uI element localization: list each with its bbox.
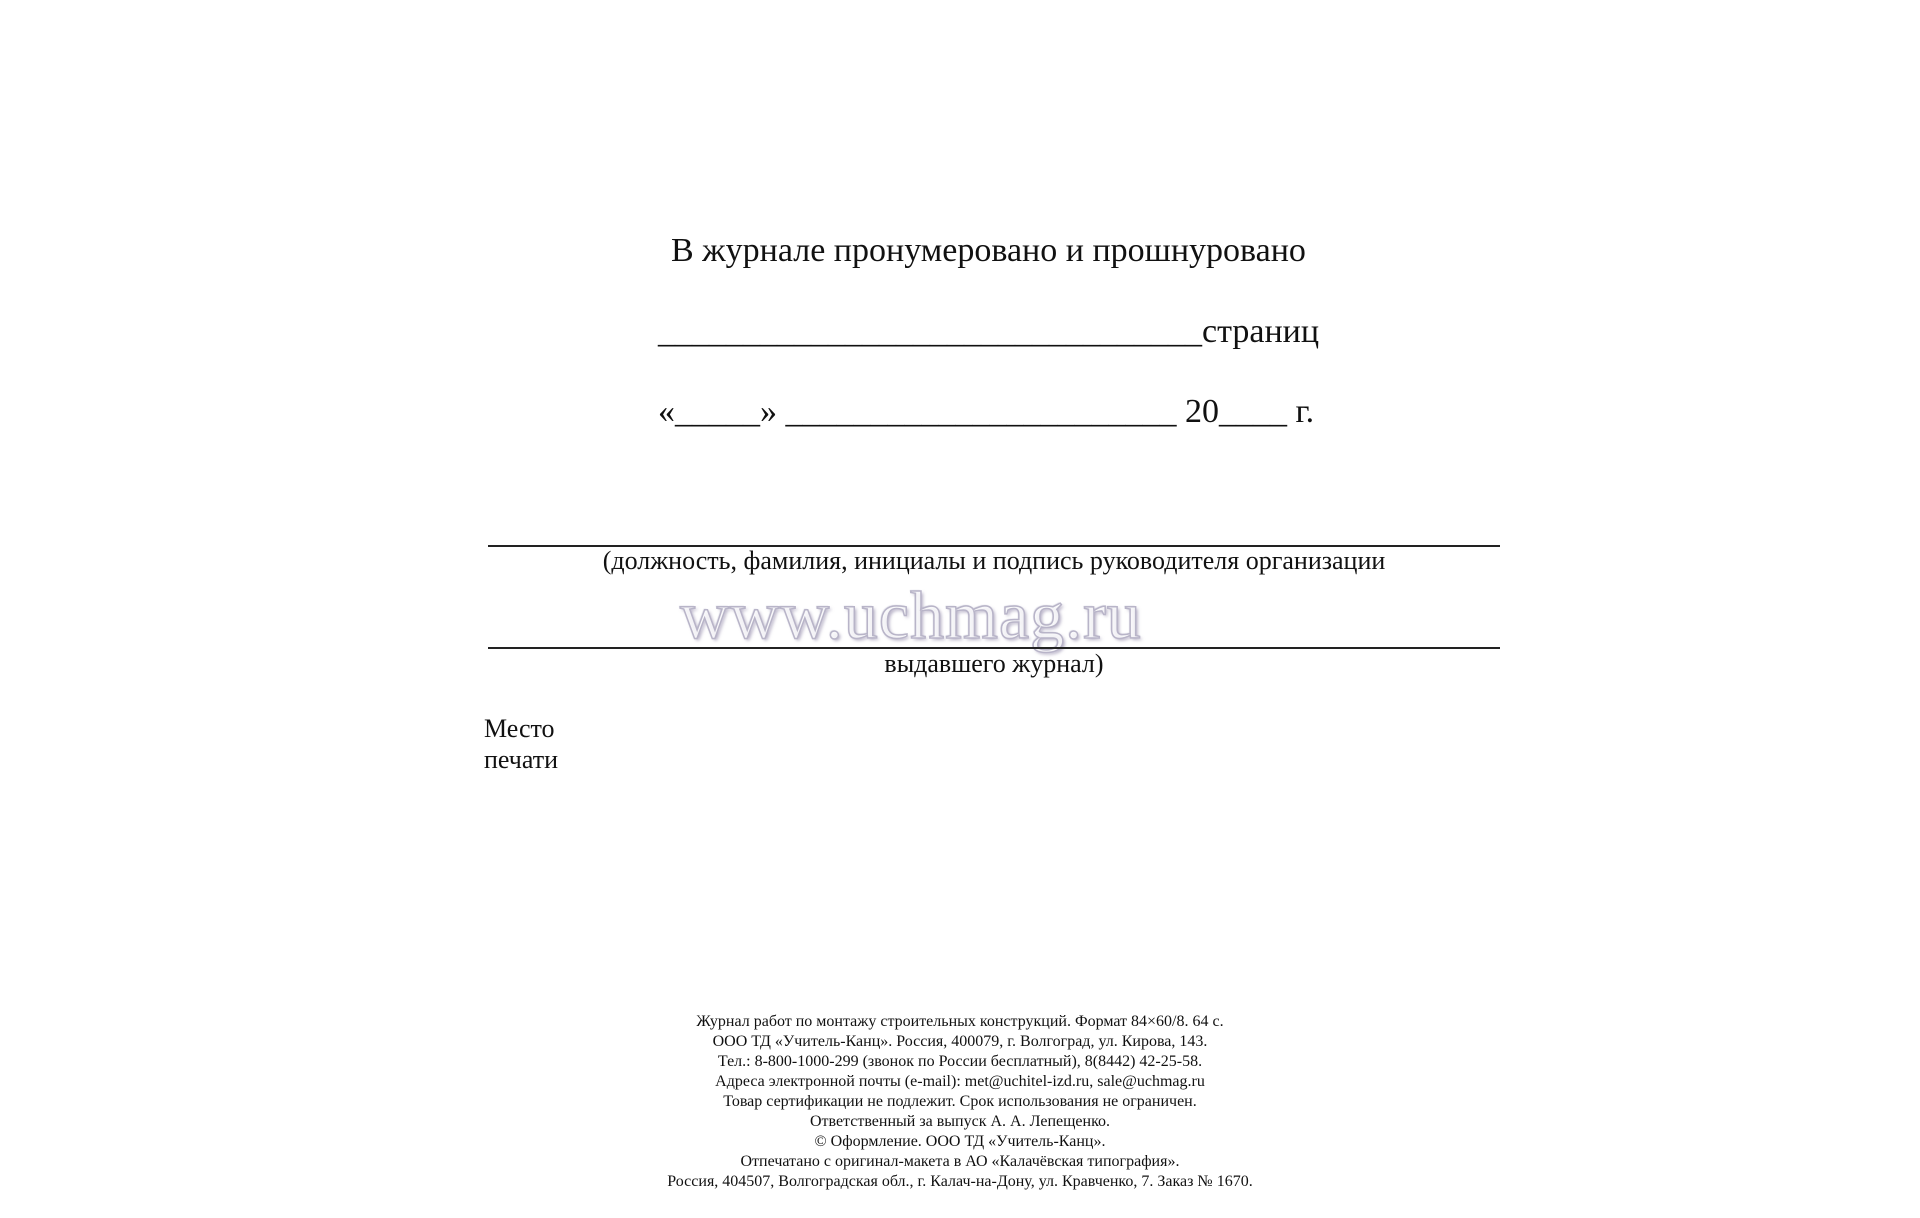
imprint-line: Журнал работ по монтажу строительных конструкций. Формат 84×60/8. 64 с. [696, 1013, 1224, 1030]
imprint-line: ООО ТД «Учитель-Канц». Россия, 400079, г. Волгоград, ул. Кирова, 143. [712, 1033, 1208, 1050]
imprint-line: Россия, 404507, Волгоградская обл., г. Калач-на-Дону, ул. Кравченко, 7. Заказ № 1670. [667, 1173, 1253, 1190]
stamp-label-2: печати [484, 745, 559, 774]
date-line: «_____» _______________________ 20____ г. [658, 393, 1315, 430]
imprint-line: Отпечатано с оригинал-макета в АО «Калачёвская типография». [740, 1153, 1180, 1170]
signature-caption-2: выдавшего журнал) [884, 649, 1104, 678]
imprint-line: © Оформление. ООО ТД «Учитель-Канц». [814, 1133, 1106, 1150]
imprint-block [560, 1012, 1360, 1192]
imprint-line: Ответственный за выпуск А. А. Лепещенко. [809, 1113, 1111, 1130]
imprint-line: Товар сертификации не подлежит. Срок использования не ограничен. [723, 1093, 1197, 1110]
stamp-label-1: Место [484, 714, 555, 743]
imprint-line: Адреса электронной почты (e-mail): met@uchitel-izd.ru, sale@uchmag.ru [715, 1073, 1205, 1090]
journal-title: В журнале пронумеровано и прошнуровано [671, 232, 1306, 269]
imprint-line: Тел.: 8-800-1000-299 (звонок по России бесплатный), 8(8442) 42-25-58. [717, 1053, 1203, 1070]
pages-count-line: ________________________________страниц [658, 313, 1320, 350]
signature-caption-1: (должность, фамилия, инициалы и подпись руководителя организации [602, 546, 1386, 575]
watermark-text: www.uchmag.ru [680, 577, 1142, 653]
stamp-place [484, 713, 558, 775]
